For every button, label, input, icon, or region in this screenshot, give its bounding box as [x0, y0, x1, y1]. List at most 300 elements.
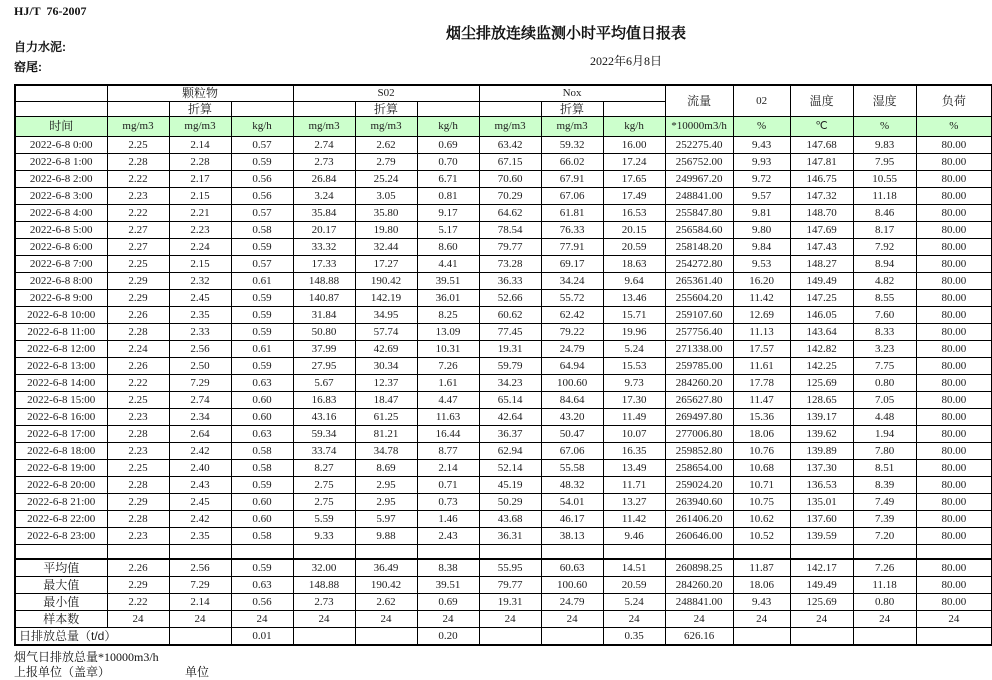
value-cell: 8.25	[417, 307, 479, 324]
value-cell: 2.23	[107, 188, 169, 205]
value-cell: 0.56	[231, 188, 293, 205]
time-cell: 2022-6-8 1:00	[15, 154, 107, 171]
flue-gas-total-note: 烟气日排放总量*10000m3/h	[14, 650, 159, 664]
value-cell: 67.06	[541, 443, 603, 460]
summary-value-cell: 24	[479, 611, 541, 628]
value-cell: 2.75	[293, 477, 355, 494]
table-row	[15, 477, 992, 494]
summary-value-cell: 24.79	[541, 594, 603, 611]
table-row	[15, 171, 992, 188]
value-cell: 50.47	[541, 426, 603, 443]
value-cell: 16.20	[733, 273, 790, 290]
summary-value-cell: 24	[916, 611, 992, 628]
value-cell: 248841.00	[665, 188, 733, 205]
value-cell: 125.69	[790, 375, 853, 392]
summary-value-cell: 284260.20	[665, 577, 733, 594]
summary-value-cell: 5.24	[603, 594, 665, 611]
value-cell: 136.53	[790, 477, 853, 494]
value-cell: 2.75	[293, 494, 355, 511]
value-cell: 0.59	[231, 290, 293, 307]
value-cell: 9.72	[733, 171, 790, 188]
unit-cell: %	[733, 117, 790, 137]
table-row	[15, 205, 992, 222]
value-cell: 1.61	[417, 375, 479, 392]
daily-total-cell	[479, 628, 541, 646]
corner-cell	[15, 85, 107, 102]
summary-value-cell: 7.26	[853, 559, 916, 577]
summary-value-cell: 2.29	[107, 577, 169, 594]
value-cell: 147.69	[790, 222, 853, 239]
value-cell: 17.24	[603, 154, 665, 171]
value-cell: 0.80	[853, 375, 916, 392]
value-cell: 9.46	[603, 528, 665, 545]
value-cell: 80.00	[916, 528, 992, 545]
value-cell: 2.29	[107, 290, 169, 307]
value-cell: 257756.40	[665, 324, 733, 341]
value-cell: 9.81	[733, 205, 790, 222]
value-cell: 50.29	[479, 494, 541, 511]
value-cell: 142.25	[790, 358, 853, 375]
value-cell: 33.74	[293, 443, 355, 460]
value-cell: 33.32	[293, 239, 355, 256]
value-cell: 67.15	[479, 154, 541, 171]
summary-value-cell: 39.51	[417, 577, 479, 594]
value-cell: 256752.00	[665, 154, 733, 171]
value-cell: 80.00	[916, 409, 992, 426]
value-cell: 26.84	[293, 171, 355, 188]
empty-cell	[916, 545, 992, 560]
summary-value-cell: 142.17	[790, 559, 853, 577]
value-cell: 80.00	[916, 477, 992, 494]
value-cell: 256584.60	[665, 222, 733, 239]
empty-cell	[603, 102, 665, 117]
value-cell: 67.91	[541, 171, 603, 188]
value-cell: 0.57	[231, 137, 293, 154]
value-cell: 9.33	[293, 528, 355, 545]
value-cell: 2.23	[107, 409, 169, 426]
daily-total-cell	[790, 628, 853, 646]
summary-label: 最小值	[15, 594, 107, 611]
summary-value-cell: 0.59	[231, 559, 293, 577]
value-cell: 59.34	[293, 426, 355, 443]
value-cell: 0.63	[231, 426, 293, 443]
value-cell: 140.87	[293, 290, 355, 307]
value-cell: 15.53	[603, 358, 665, 375]
value-cell: 17.27	[355, 256, 417, 273]
value-cell: 0.61	[231, 341, 293, 358]
value-cell: 9.88	[355, 528, 417, 545]
value-cell: 11.18	[853, 188, 916, 205]
value-cell: 80.00	[916, 188, 992, 205]
table-row	[15, 341, 992, 358]
summary-value-cell: 2.22	[107, 594, 169, 611]
value-cell: 2.74	[293, 137, 355, 154]
value-cell: 9.73	[603, 375, 665, 392]
value-cell: 80.00	[916, 222, 992, 239]
value-cell: 42.64	[479, 409, 541, 426]
value-cell: 143.64	[790, 324, 853, 341]
value-cell: 77.91	[541, 239, 603, 256]
value-cell: 2.26	[107, 307, 169, 324]
summary-value-cell: 24	[853, 611, 916, 628]
value-cell: 2.14	[417, 460, 479, 477]
value-cell: 0.59	[231, 307, 293, 324]
value-cell: 260646.00	[665, 528, 733, 545]
value-cell: 1.46	[417, 511, 479, 528]
value-cell: 43.16	[293, 409, 355, 426]
value-cell: 2.23	[169, 222, 231, 239]
value-cell: 258654.00	[665, 460, 733, 477]
value-cell: 2.28	[107, 154, 169, 171]
value-cell: 9.83	[853, 137, 916, 154]
value-cell: 2.25	[107, 460, 169, 477]
value-cell: 284260.20	[665, 375, 733, 392]
table-body	[15, 137, 992, 646]
empty-cell	[479, 102, 541, 117]
value-cell: 2.15	[169, 188, 231, 205]
value-cell: 2.45	[169, 290, 231, 307]
time-cell: 2022-6-8 2:00	[15, 171, 107, 188]
report-date: 2022年6月8日	[590, 54, 663, 68]
value-cell: 0.60	[231, 494, 293, 511]
value-cell: 20.59	[603, 239, 665, 256]
value-cell: 80.00	[916, 443, 992, 460]
value-cell: 10.31	[417, 341, 479, 358]
summary-value-cell: 32.00	[293, 559, 355, 577]
value-cell: 79.22	[541, 324, 603, 341]
time-cell: 2022-6-8 20:00	[15, 477, 107, 494]
value-cell: 259852.80	[665, 443, 733, 460]
value-cell: 10.75	[733, 494, 790, 511]
summary-value-cell: 2.26	[107, 559, 169, 577]
value-cell: 2.22	[107, 171, 169, 188]
value-cell: 12.37	[355, 375, 417, 392]
value-cell: 45.19	[479, 477, 541, 494]
empty-cell	[853, 545, 916, 560]
time-cell: 2022-6-8 4:00	[15, 205, 107, 222]
value-cell: 11.61	[733, 358, 790, 375]
value-cell: 128.65	[790, 392, 853, 409]
value-cell: 2.28	[169, 154, 231, 171]
value-cell: 13.09	[417, 324, 479, 341]
time-cell: 2022-6-8 18:00	[15, 443, 107, 460]
value-cell: 2.14	[169, 137, 231, 154]
summary-row	[15, 577, 992, 594]
summary-value-cell: 14.51	[603, 559, 665, 577]
value-cell: 11.13	[733, 324, 790, 341]
summary-value-cell: 24	[231, 611, 293, 628]
value-cell: 80.00	[916, 205, 992, 222]
page-title: 烟尘排放连续监测小时平均值日报表	[445, 25, 686, 42]
value-cell: 2.79	[355, 154, 417, 171]
value-cell: 148.88	[293, 273, 355, 290]
value-cell: 8.60	[417, 239, 479, 256]
empty-cell	[417, 102, 479, 117]
value-cell: 2.74	[169, 392, 231, 409]
value-cell: 61.25	[355, 409, 417, 426]
summary-value-cell: 248841.00	[665, 594, 733, 611]
summary-value-cell: 24	[417, 611, 479, 628]
value-cell: 19.80	[355, 222, 417, 239]
value-cell: 3.23	[853, 341, 916, 358]
value-cell: 5.97	[355, 511, 417, 528]
value-cell: 2.15	[169, 256, 231, 273]
value-cell: 46.17	[541, 511, 603, 528]
header-row-groups	[15, 85, 992, 102]
table-row	[15, 409, 992, 426]
value-cell: 0.60	[231, 511, 293, 528]
value-cell: 2.73	[293, 154, 355, 171]
value-cell: 10.68	[733, 460, 790, 477]
value-cell: 8.51	[853, 460, 916, 477]
value-cell: 265361.40	[665, 273, 733, 290]
value-cell: 0.57	[231, 205, 293, 222]
value-cell: 142.19	[355, 290, 417, 307]
value-cell: 27.95	[293, 358, 355, 375]
value-cell: 80.00	[916, 324, 992, 341]
daily-total-label: 日排放总量（t/d）	[15, 628, 169, 646]
value-cell: 20.17	[293, 222, 355, 239]
summary-label: 平均值	[15, 559, 107, 577]
time-cell: 2022-6-8 19:00	[15, 460, 107, 477]
daily-total-cell	[853, 628, 916, 646]
unit-cell: kg/h	[231, 117, 293, 137]
value-cell: 2.22	[107, 375, 169, 392]
value-cell: 50.80	[293, 324, 355, 341]
value-cell: 2.64	[169, 426, 231, 443]
unit-cell: %	[916, 117, 992, 137]
summary-value-cell: 0.69	[417, 594, 479, 611]
value-cell: 100.60	[541, 375, 603, 392]
value-cell: 80.00	[916, 358, 992, 375]
value-cell: 15.36	[733, 409, 790, 426]
value-cell: 8.39	[853, 477, 916, 494]
kiln-label: 窑尾:	[14, 60, 42, 74]
time-cell: 2022-6-8 5:00	[15, 222, 107, 239]
value-cell: 80.00	[916, 426, 992, 443]
value-cell: 149.49	[790, 273, 853, 290]
value-cell: 258148.20	[665, 239, 733, 256]
value-cell: 61.81	[541, 205, 603, 222]
value-cell: 5.67	[293, 375, 355, 392]
value-cell: 9.84	[733, 239, 790, 256]
value-cell: 2.25	[107, 137, 169, 154]
table-row	[15, 511, 992, 528]
table-row	[15, 290, 992, 307]
value-cell: 2.23	[107, 443, 169, 460]
value-cell: 59.32	[541, 137, 603, 154]
value-cell: 57.74	[355, 324, 417, 341]
summary-row	[15, 559, 992, 577]
value-cell: 7.05	[853, 392, 916, 409]
value-cell: 2.45	[169, 494, 231, 511]
value-cell: 80.00	[916, 239, 992, 256]
summary-value-cell: 80.00	[916, 559, 992, 577]
time-cell: 2022-6-8 22:00	[15, 511, 107, 528]
value-cell: 7.39	[853, 511, 916, 528]
value-cell: 0.59	[231, 154, 293, 171]
summary-value-cell: 36.49	[355, 559, 417, 577]
value-cell: 2.28	[107, 426, 169, 443]
value-cell: 73.28	[479, 256, 541, 273]
value-cell: 9.53	[733, 256, 790, 273]
value-cell: 2.29	[107, 273, 169, 290]
value-cell: 0.59	[231, 239, 293, 256]
summary-value-cell: 60.63	[541, 559, 603, 577]
daily-total-cell	[733, 628, 790, 646]
time-cell: 2022-6-8 0:00	[15, 137, 107, 154]
summary-value-cell: 80.00	[916, 594, 992, 611]
summary-value-cell: 24	[733, 611, 790, 628]
empty-cell	[107, 102, 169, 117]
value-cell: 0.59	[231, 477, 293, 494]
value-cell: 5.24	[603, 341, 665, 358]
value-cell: 277006.80	[665, 426, 733, 443]
header-humidity: 湿度	[853, 85, 916, 117]
reporting-unit-label: 上报单位（盖章）	[14, 665, 111, 679]
value-cell: 17.33	[293, 256, 355, 273]
empty-cell	[665, 545, 733, 560]
value-cell: 2.29	[107, 494, 169, 511]
unit-cell: ℃	[790, 117, 853, 137]
value-cell: 0.59	[231, 358, 293, 375]
summary-value-cell: 9.43	[733, 594, 790, 611]
value-cell: 80.00	[916, 460, 992, 477]
unit-cell: mg/m3	[541, 117, 603, 137]
value-cell: 16.53	[603, 205, 665, 222]
empty-cell	[355, 545, 417, 560]
value-cell: 67.06	[541, 188, 603, 205]
value-cell: 2.33	[169, 324, 231, 341]
time-header: 时间	[15, 117, 107, 137]
value-cell: 7.26	[417, 358, 479, 375]
summary-row	[15, 611, 992, 628]
table-row	[15, 528, 992, 545]
header-flow: 流量	[665, 85, 733, 117]
summary-value-cell: 24	[169, 611, 231, 628]
summary-value-cell: 0.80	[853, 594, 916, 611]
time-cell: 2022-6-8 7:00	[15, 256, 107, 273]
time-cell: 2022-6-8 14:00	[15, 375, 107, 392]
value-cell: 66.02	[541, 154, 603, 171]
value-cell: 36.31	[479, 528, 541, 545]
header-o2: 02	[733, 85, 790, 117]
value-cell: 31.84	[293, 307, 355, 324]
table-row	[15, 137, 992, 154]
value-cell: 8.94	[853, 256, 916, 273]
table-row	[15, 460, 992, 477]
value-cell: 17.57	[733, 341, 790, 358]
value-cell: 2.28	[107, 477, 169, 494]
empty-cell	[231, 102, 293, 117]
value-cell: 2.25	[107, 392, 169, 409]
value-cell: 36.37	[479, 426, 541, 443]
value-cell: 254272.80	[665, 256, 733, 273]
summary-value-cell: 18.06	[733, 577, 790, 594]
table-row	[15, 222, 992, 239]
value-cell: 5.17	[417, 222, 479, 239]
value-cell: 139.62	[790, 426, 853, 443]
value-cell: 37.99	[293, 341, 355, 358]
value-cell: 80.00	[916, 171, 992, 188]
value-cell: 2.62	[355, 137, 417, 154]
value-cell: 9.17	[417, 205, 479, 222]
value-cell: 65.14	[479, 392, 541, 409]
value-cell: 269497.80	[665, 409, 733, 426]
value-cell: 52.66	[479, 290, 541, 307]
empty-cell	[15, 545, 107, 560]
summary-value-cell: 80.00	[916, 577, 992, 594]
value-cell: 8.33	[853, 324, 916, 341]
daily-total-cell	[541, 628, 603, 646]
value-cell: 137.60	[790, 511, 853, 528]
value-cell: 80.00	[916, 154, 992, 171]
value-cell: 0.57	[231, 256, 293, 273]
value-cell: 2.95	[355, 477, 417, 494]
value-cell: 0.60	[231, 409, 293, 426]
value-cell: 0.58	[231, 222, 293, 239]
time-cell: 2022-6-8 6:00	[15, 239, 107, 256]
value-cell: 80.00	[916, 375, 992, 392]
value-cell: 9.57	[733, 188, 790, 205]
empty-cell	[107, 545, 169, 560]
value-cell: 76.33	[541, 222, 603, 239]
value-cell: 18.63	[603, 256, 665, 273]
value-cell: 11.47	[733, 392, 790, 409]
value-cell: 64.62	[479, 205, 541, 222]
value-cell: 11.63	[417, 409, 479, 426]
value-cell: 55.58	[541, 460, 603, 477]
value-cell: 16.83	[293, 392, 355, 409]
value-cell: 16.35	[603, 443, 665, 460]
summary-row	[15, 594, 992, 611]
value-cell: 69.17	[541, 256, 603, 273]
value-cell: 79.77	[479, 239, 541, 256]
summary-value-cell: 2.62	[355, 594, 417, 611]
value-cell: 43.20	[541, 409, 603, 426]
value-cell: 80.00	[916, 290, 992, 307]
value-cell: 2.35	[169, 528, 231, 545]
value-cell: 39.51	[417, 273, 479, 290]
table-row	[15, 426, 992, 443]
value-cell: 4.48	[853, 409, 916, 426]
empty-cell	[733, 545, 790, 560]
value-cell: 70.29	[479, 188, 541, 205]
time-cell: 2022-6-8 16:00	[15, 409, 107, 426]
time-cell: 2022-6-8 3:00	[15, 188, 107, 205]
table-row	[15, 358, 992, 375]
value-cell: 2.22	[107, 205, 169, 222]
value-cell: 2.27	[107, 222, 169, 239]
value-cell: 139.89	[790, 443, 853, 460]
value-cell: 9.93	[733, 154, 790, 171]
value-cell: 7.20	[853, 528, 916, 545]
value-cell: 2.42	[169, 443, 231, 460]
value-cell: 36.01	[417, 290, 479, 307]
value-cell: 0.56	[231, 171, 293, 188]
empty-cell	[790, 545, 853, 560]
value-cell: 1.94	[853, 426, 916, 443]
value-cell: 34.78	[355, 443, 417, 460]
value-cell: 17.65	[603, 171, 665, 188]
value-cell: 3.05	[355, 188, 417, 205]
value-cell: 4.47	[417, 392, 479, 409]
unit-cell: *10000m3/h	[665, 117, 733, 137]
value-cell: 2.32	[169, 273, 231, 290]
report-table	[14, 84, 992, 646]
summary-value-cell: 0.63	[231, 577, 293, 594]
value-cell: 265627.80	[665, 392, 733, 409]
